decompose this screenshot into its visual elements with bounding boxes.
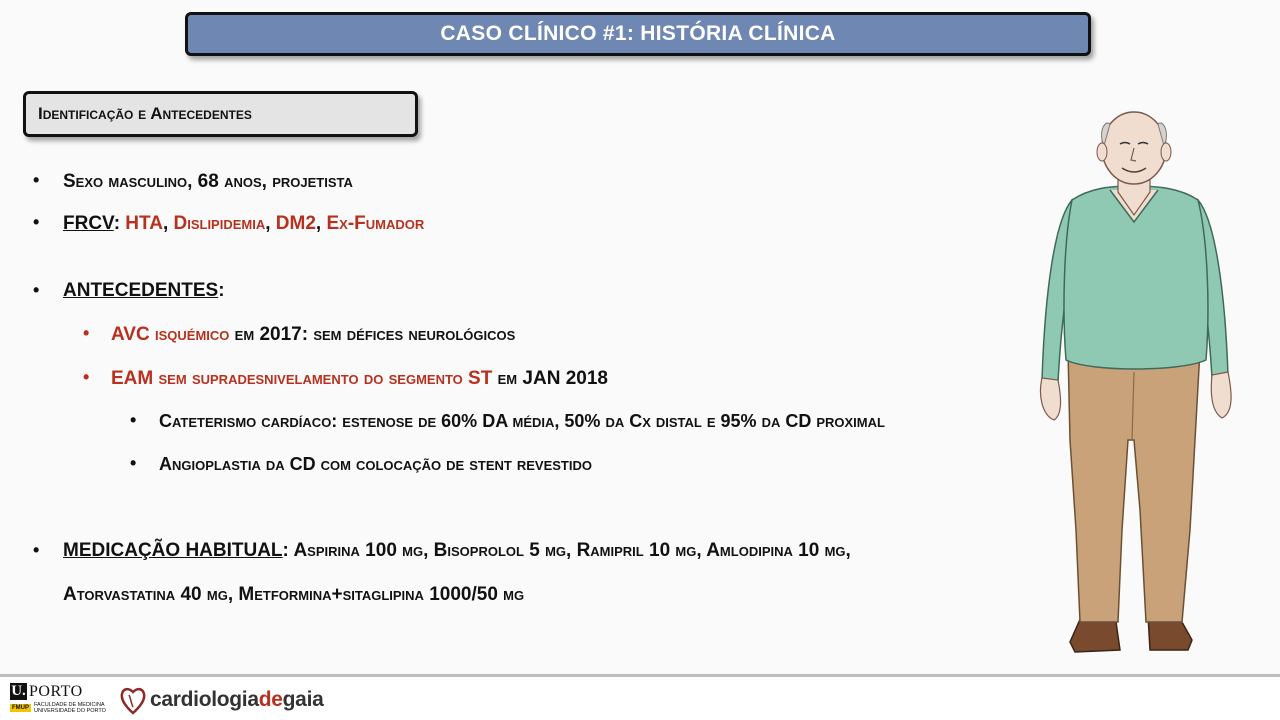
right-hand xyxy=(1211,372,1231,418)
heart-logo-icon xyxy=(120,685,146,715)
medicacao-line-1: MEDICAÇÃO HABITUAL: Aspirina 100 mg, Bisoprolol 5 mg, Ramipril 10 mg, Amlodipina 10 mg, xyxy=(63,540,851,561)
frcv-line: FRCV: HTA, Dislipidemia, DM2, Ex-Fumador xyxy=(63,213,425,234)
cateterismo-line: Cateterismo cardíaco: estenose de 60% DA média, 50% da Cx distal e 95% da CD proximal xyxy=(159,411,885,431)
bullet-dot: • xyxy=(33,170,40,190)
medicacao-label: MEDICAÇÃO HABITUAL xyxy=(63,540,283,561)
risk-factor: DM2 xyxy=(275,213,316,234)
antecedentes-label: ANTECEDENTES xyxy=(63,280,219,301)
section-header: Identificação e Antecedentes xyxy=(23,91,418,137)
bullet-dot: • xyxy=(33,212,40,232)
antecedentes-line: ANTECEDENTES: xyxy=(63,280,225,301)
medicacao-line-2: Atorvastatina 40 mg, Metformina+sitaglipina 1000/50 mg xyxy=(63,584,525,605)
cardiologiadegaia-logo: cardiologiadegaia xyxy=(120,685,323,715)
slide-title: CASO CLÍNICO #1: HISTÓRIA CLÍNICA xyxy=(185,12,1091,56)
bullet-dot: • xyxy=(130,410,137,430)
fmup-logo: FMUP FACULDADE DE MEDICINA UNIVERSIDADE DO PORTO xyxy=(12,702,106,714)
bullet-dot: • xyxy=(33,540,40,560)
eam-line: EAM sem supradesnivelamento do segmento ST em JAN 2018 xyxy=(111,368,608,389)
angioplastia-line: Angioplastia da CD com colocação de stent revestido xyxy=(159,454,592,474)
sex-age-line: Sexo masculino, 68 anos, projetista xyxy=(63,171,353,192)
elderly-man-illustration xyxy=(1030,110,1240,660)
avc-line: AVC isquémico em 2017: sem défices neurológicos xyxy=(111,324,516,345)
bullet-dot: • xyxy=(83,367,90,387)
uporto-logo: U. PORTO xyxy=(11,683,83,700)
left-hand xyxy=(1041,378,1061,420)
bullet-dot: • xyxy=(83,323,90,343)
risk-factor: Dislipidemia xyxy=(173,213,266,234)
frcv-label: FRCV xyxy=(63,213,114,234)
bullet-dot: • xyxy=(130,453,137,473)
bullet-dot: • xyxy=(33,280,40,300)
risk-factor: HTA xyxy=(125,213,163,234)
risk-factor: Ex-Fumador xyxy=(326,213,425,234)
